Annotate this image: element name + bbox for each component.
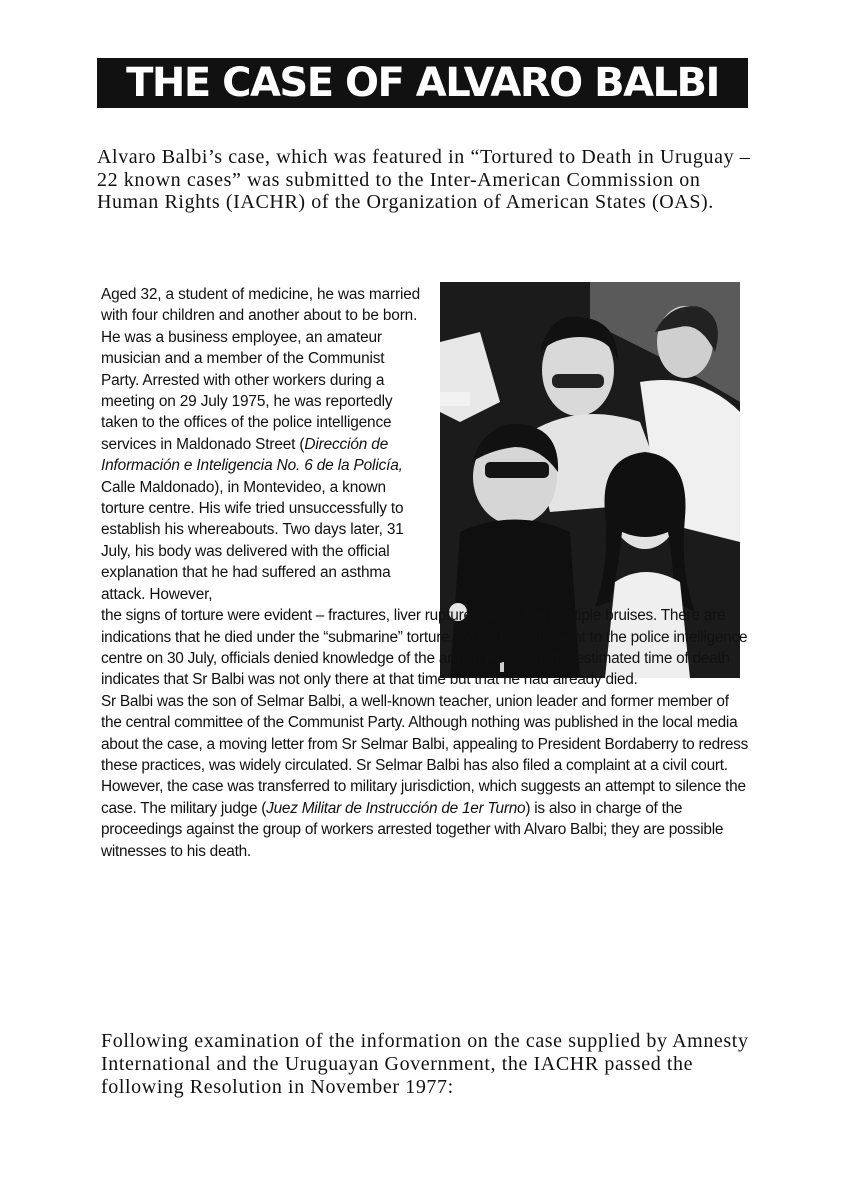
body-italic-run: Dirección de Información e Inteligencia No. 6 de la Policía, xyxy=(101,435,403,475)
body-paragraph-second xyxy=(101,691,749,862)
intro-paragraph: Alvaro Balbi’s case, which was featured in “Tortured to Death in Uruguay – 22 known cases” was submitted to the Inter-American Commission on Human Rights (IACHR) of the Organization of American States (OAS). xyxy=(97,146,751,213)
body-text-run: Sr Balbi was the son of Selmar Balbi, a well-known teacher, union leader and former member of the central committee of the Communist Party. Although nothing was published in the local media about the case, a moving letter from Sr Selmar Balbi, appealing to President Bordaberry to redress these practices, was widely circulated. Sr Selmar Balbi has also filed a complaint at a civil court. However, the case was transferred to military jurisdiction, which suggests an attempt to silence the case. The military judge ( xyxy=(101,692,749,817)
body-paragraph-column xyxy=(101,284,423,605)
case-body-text xyxy=(101,284,751,862)
body-text-run: ) is also in charge of the proceedings against the group of workers arrested together with Alvaro Balbi; they are possible witnesses to his death. xyxy=(101,799,724,860)
closing-paragraph: Following examination of the information on the case supplied by Amnesty International and the Uruguayan Government, the IACHR passed the following Resolution in November 1977: xyxy=(101,1030,749,1098)
body-italic-run: Juez Militar de Instrucción de 1er Turno xyxy=(266,799,526,817)
body-text-run: Calle Maldonado), in Montevideo, a known torture centre. His wife tried unsuccessfully to establish his whereabouts. Two days later, 31 July, his body was delivered with the official explanation that he had suffered an asthma attack. However, xyxy=(101,478,404,603)
page-title: THE CASE OF ALVARO BALBI xyxy=(97,58,748,108)
body-text-run: Aged 32, a student of medicine, he was married with four children and another about to be born. He was a business employee, an amateur musician and a member of the Communist Party. Arrested with other workers during a meeting on 29 July 1975, he was reportedly taken to the offices of the police intelligence services in Maldonado Street ( xyxy=(101,286,421,453)
body-paragraph-continued: the signs of torture were evident – fractures, liver rupture, burns and multiple bruises. There are indications that he died under the “submarine” torture. When his wife went to the police intelligence centre on 30 July, officials denied knowledge of the arrest. However, the estimated time of death indicates that Sr Balbi was not only there at that time but that he had already died. xyxy=(101,607,748,689)
